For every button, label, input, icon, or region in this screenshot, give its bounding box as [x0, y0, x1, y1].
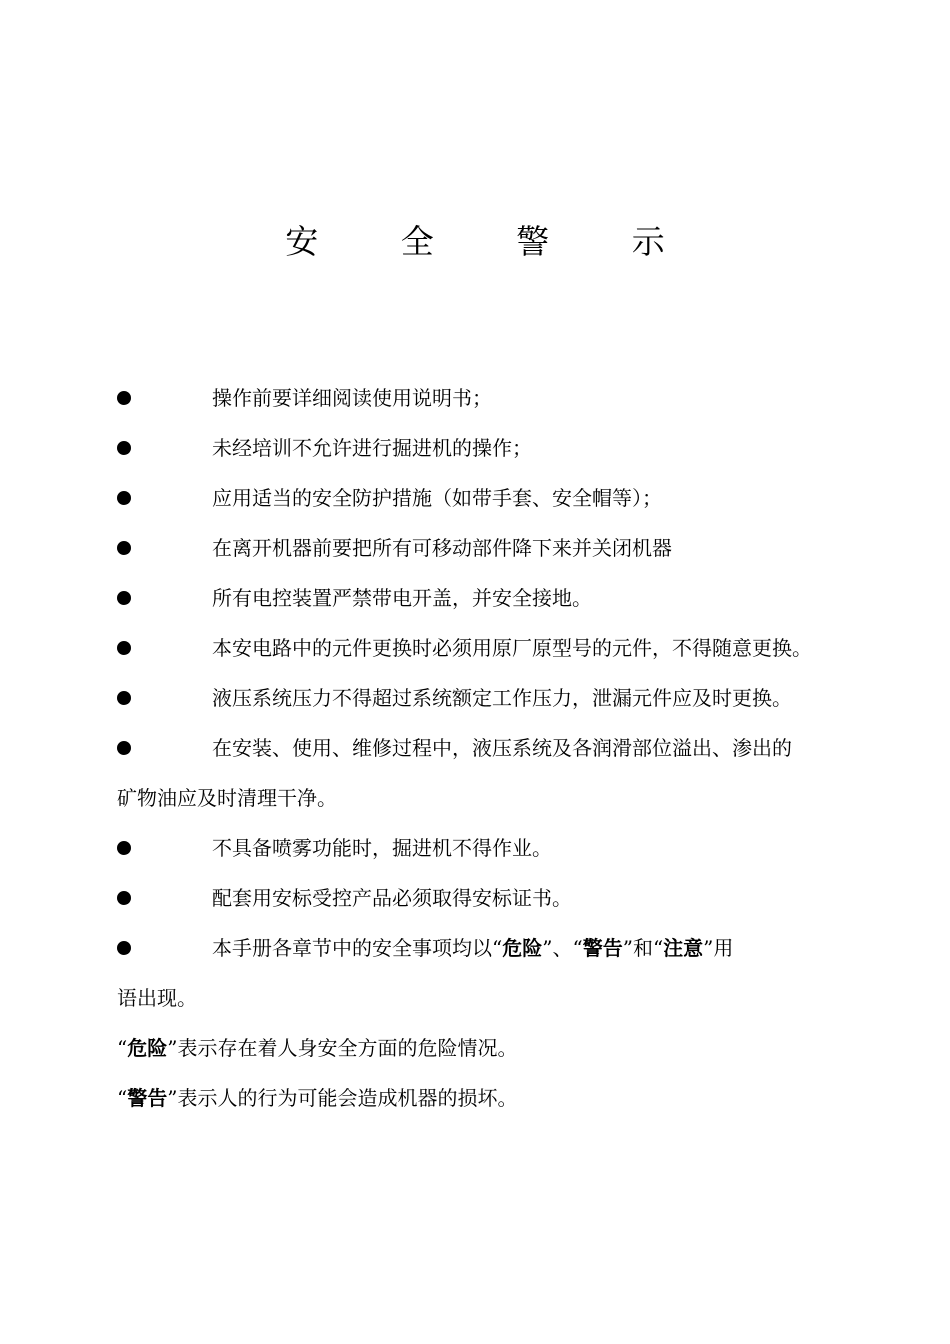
quote-open: “: [572, 936, 583, 960]
quote-close: ”: [167, 1036, 178, 1060]
quote-open: “: [117, 1086, 128, 1110]
terms-pre: 本手册各章节中的安全事项均以: [212, 936, 492, 960]
item-text: 操作前要详细阅读使用说明书；: [212, 386, 492, 410]
item-text: 在安装、使用、维修过程中，液压系统及各润滑部位溢出、渗出的: [212, 736, 792, 760]
bullet-icon: [117, 691, 131, 705]
quote-open: “: [652, 936, 664, 960]
bullet-icon: [117, 591, 131, 605]
definition-warning: [117, 1073, 877, 1123]
definition-text: 表示人的行为可能会造成机器的损坏。: [177, 1086, 518, 1110]
list-item: [117, 423, 877, 473]
quote-close: ”: [167, 1086, 178, 1110]
quote-close: ”: [622, 936, 633, 960]
definition-danger: [117, 1023, 877, 1073]
definition-text: 表示存在着人身安全方面的危险情况。: [177, 1036, 518, 1060]
terms-post: 用: [713, 936, 734, 960]
bullet-icon: [117, 441, 131, 455]
list-item: [117, 723, 877, 823]
item-text: 在离开机器前要把所有可移动部件降下来并关闭机器: [212, 536, 672, 560]
list-item: [117, 673, 877, 723]
bullet-icon: [117, 541, 131, 555]
list-item: [117, 573, 877, 623]
list-item-terms: [117, 923, 877, 1023]
bullet-icon: [117, 741, 131, 755]
item-text: 液压系统压力不得超过系统额定工作压力，泄漏元件应及时更换。: [212, 686, 792, 710]
bullet-icon: [117, 391, 131, 405]
item-text-continued: 矿物油应及时清理干净。: [117, 786, 337, 810]
separator: 和: [632, 936, 653, 960]
list-item: [117, 873, 877, 923]
item-text: 本安电路中的元件更换时必须用原厂原型号的元件，不得随意更换。: [212, 636, 812, 660]
item-text: 配套用安标受控产品必须取得安标证书。: [212, 886, 572, 910]
list-item: [117, 823, 877, 873]
bullet-icon: [117, 941, 131, 955]
item-text: 未经培训不允许进行掘进机的操作；: [212, 436, 532, 460]
bullet-icon: [117, 491, 131, 505]
list-item: [117, 523, 877, 573]
item-text: 不具备喷雾功能时，掘进机不得作业。: [212, 836, 552, 860]
bullet-icon: [117, 891, 131, 905]
list-item: [117, 623, 877, 673]
item-text: [117, 923, 877, 973]
item-text-continued: 语出现。: [117, 986, 197, 1010]
quote-close: ”: [703, 936, 714, 960]
quote-open: “: [492, 936, 503, 960]
list-item: [117, 473, 877, 523]
term-danger: 危险: [127, 1036, 168, 1060]
list-item: [117, 373, 877, 423]
item-text: 应用适当的安全防护措施（如带手套、安全帽等）；: [212, 486, 662, 510]
item-text: 所有电控装置严禁带电开盖，并安全接地。: [212, 586, 592, 610]
bullet-icon: [117, 641, 131, 655]
term-caution: 注意: [663, 936, 704, 960]
page-title: 安 全 警 示: [285, 222, 701, 261]
separator: 、: [552, 936, 573, 960]
term-danger: 危险: [502, 936, 543, 960]
quote-close: ”: [542, 936, 553, 960]
quote-open: “: [117, 1036, 128, 1060]
term-warning: 警告: [582, 936, 623, 960]
safety-list: [117, 373, 877, 1123]
term-warning: 警告: [127, 1086, 168, 1110]
bullet-icon: [117, 841, 131, 855]
